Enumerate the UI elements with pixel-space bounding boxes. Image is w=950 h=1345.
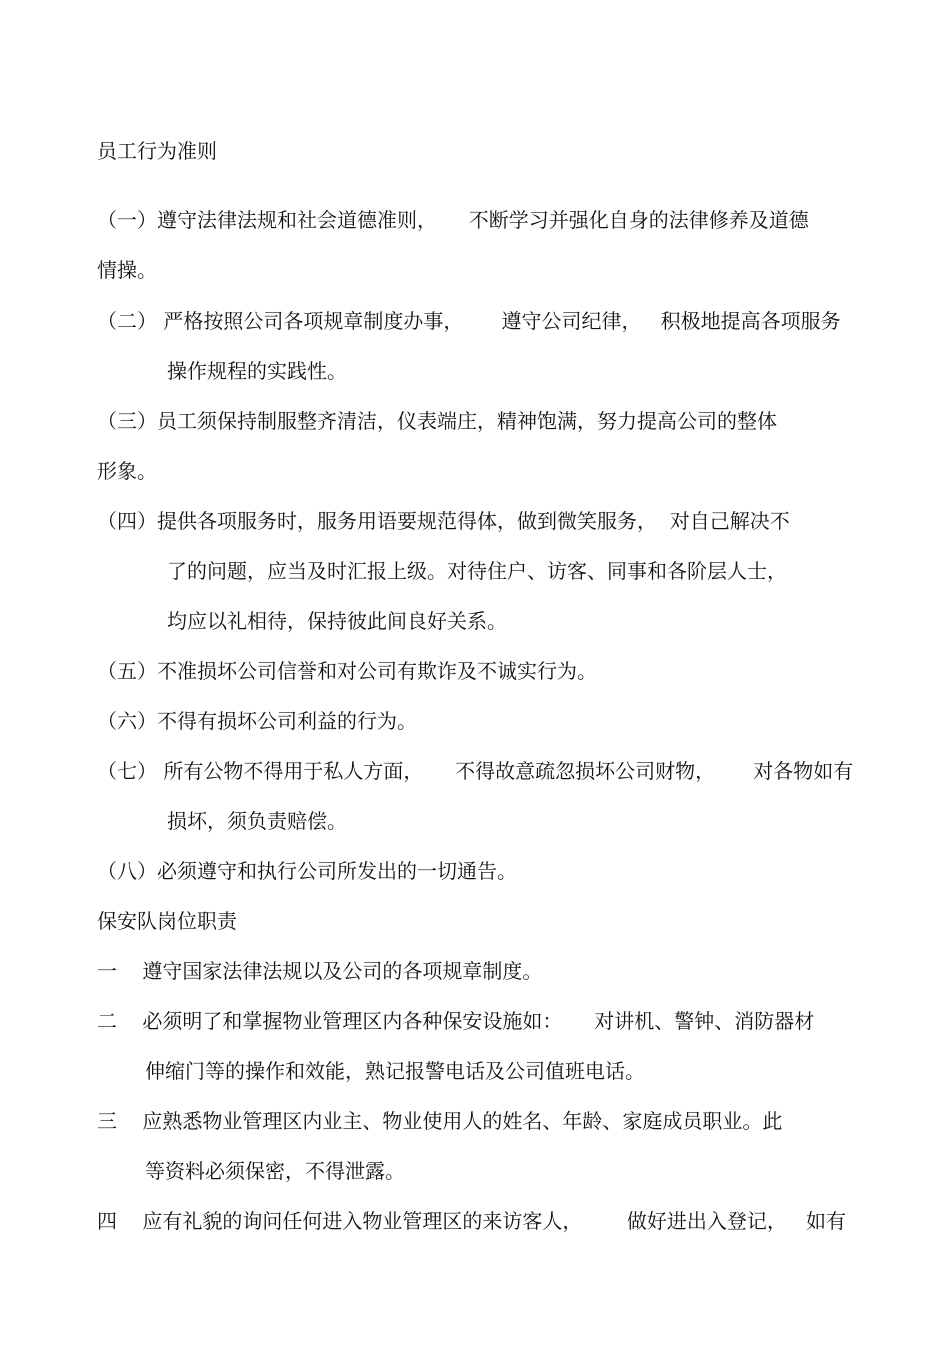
security-item-2-line-2: 伸缩门等的操作和效能，熟记报警电话及公司值班电话。 xyxy=(145,1059,645,1083)
conduct-item-4-line-1: （四）提供各项服务时，服务用语要规范得体，做到微笑服务， 对自己解决不 xyxy=(97,509,790,533)
conduct-item-1-line-2: 情操。 xyxy=(97,258,157,282)
security-item-3-line-2: 等资料必须保密，不得泄露。 xyxy=(145,1159,405,1183)
section-title-security: 保安队岗位职责 xyxy=(97,909,237,933)
security-item-1: 一 遵守国家法律法规以及公司的各项规章制度。 xyxy=(97,959,543,983)
conduct-item-1-line-1: （一）遵守法律法规和社会道德准则， 不断学习并强化自身的法律修养及道德 xyxy=(97,208,809,232)
security-item-4-line-1: 四 应有礼貌的询问任何进入物业管理区的来访客人， 做好进出入登记， 如有 xyxy=(97,1209,847,1233)
conduct-item-7-line-1: （七） 所有公物不得用于私人方面， 不得故意疏忽损坏公司财物， 对各物如有 xyxy=(97,759,854,783)
security-item-2-line-1: 二 必须明了和掌握物业管理区内各种保安设施如： 对讲机、警钟、消防器材 xyxy=(97,1009,815,1033)
conduct-item-8: （八）必须遵守和执行公司所发出的一切通告。 xyxy=(97,859,517,883)
conduct-item-5: （五）不准损坏公司信誉和对公司有欺诈及不诚实行为。 xyxy=(97,659,597,683)
conduct-item-4-line-2: 了的问题，应当及时汇报上级。对待住户、访客、同事和各阶层人士， xyxy=(167,559,787,583)
conduct-item-3-line-1: （三）员工须保持制服整齐清洁，仪表端庄，精神饱满，努力提高公司的整体 xyxy=(97,409,777,433)
conduct-item-4-line-3: 均应以礼相待，保持彼此间良好关系。 xyxy=(167,609,507,633)
security-item-3-line-1: 三 应熟悉物业管理区内业主、物业使用人的姓名、年龄、家庭成员职业。此 xyxy=(97,1109,783,1133)
conduct-item-3-line-2: 形象。 xyxy=(97,459,157,483)
section-title-conduct: 员工行为准则 xyxy=(97,139,217,163)
conduct-item-7-line-2: 损坏，须负责赔偿。 xyxy=(167,809,347,833)
conduct-item-2-line-1: （二） 严格按照公司各项规章制度办事， 遵守公司纪律， 积极地提高各项服务 xyxy=(97,309,841,333)
conduct-item-2-line-2: 操作规程的实践性。 xyxy=(167,359,347,383)
conduct-item-6: （六）不得有损坏公司利益的行为。 xyxy=(97,709,417,733)
